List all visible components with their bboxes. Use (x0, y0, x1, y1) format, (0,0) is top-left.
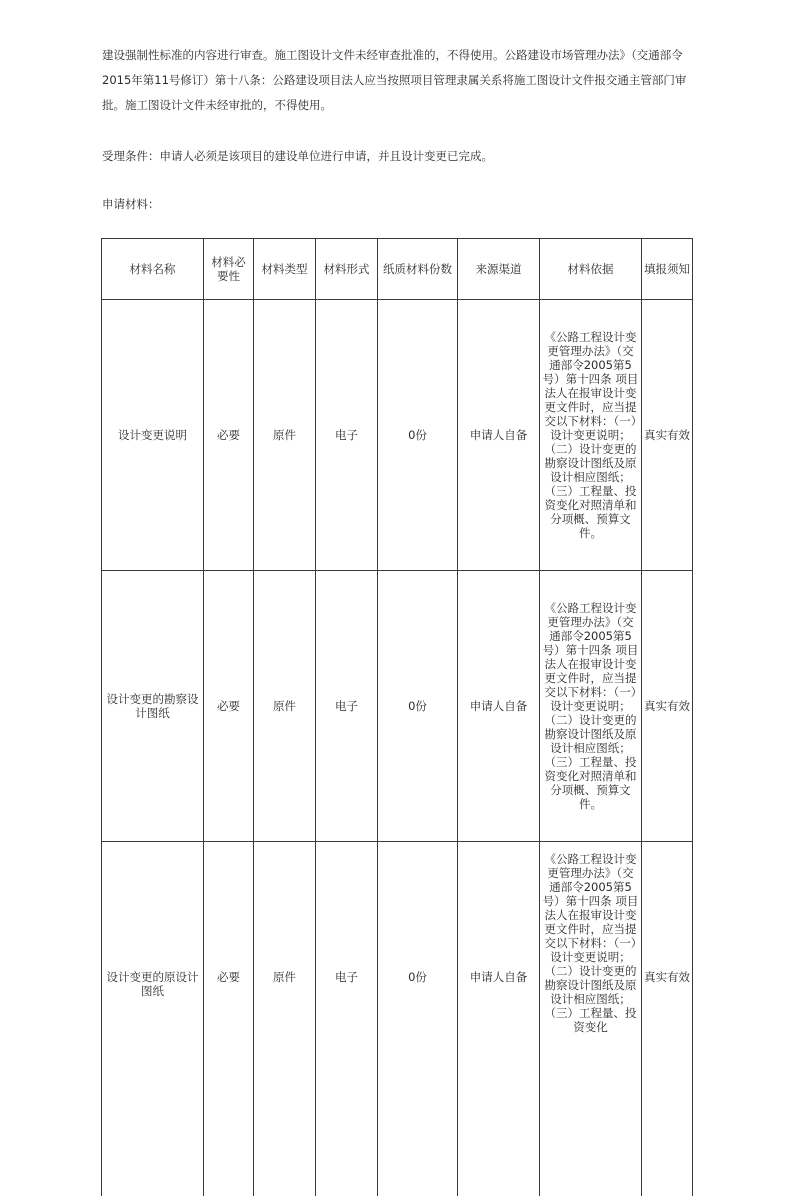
cell-material-name: 设计变更说明 (102, 300, 204, 571)
cell-basis: 《公路工程设计变更管理办法》（交通部令2005第5号）第十四条 项目法人在报审设计变更文件时，应当提交以下材料：（一）设计变更说明；（二）设计变更的勘察设计图纸及原设计相应图纸；（三）工程量、投资变化 (540, 842, 642, 1196)
cell-source: 申请人自备 (458, 300, 540, 571)
cell-source: 申请人自备 (458, 571, 540, 842)
header-basis: 材料依据 (540, 239, 642, 300)
intro-paragraph: 建设强制性标准的内容进行审查。施工图设计文件未经审查批准的，不得使用。公路建设市场管理办法》（交通部令2015年第11号修订）第十八条：公路建设项目法人应当按照项目管理隶属关系将施工图设计文件报交通主管部门审批。施工图设计文件未经审批的，不得使用。 (102, 43, 702, 118)
cell-necessity: 必要 (204, 842, 254, 1196)
table-row (102, 571, 693, 842)
cell-paper-copies: 0份 (378, 300, 458, 571)
cell-material-name: 设计变更的原设计图纸 (102, 842, 204, 1196)
cell-material-type: 原件 (254, 300, 316, 571)
cell-material-form: 电子 (316, 300, 378, 571)
header-material-name: 材料名称 (102, 239, 204, 300)
cell-material-name: 设计变更的勘察设计图纸 (102, 571, 204, 842)
table-header-row (102, 239, 693, 300)
cell-basis: 《公路工程设计变更管理办法》（交通部令2005第5号）第十四条 项目法人在报审设计变更文件时，应当提交以下材料：（一）设计变更说明；（二）设计变更的勘察设计图纸及原设计相应图纸；（三）工程量、投资变化对照清单和分项概、预算文件。 (540, 300, 642, 571)
header-necessity: 材料必要性 (204, 239, 254, 300)
cell-notes: 真实有效 (642, 571, 693, 842)
cell-basis: 《公路工程设计变更管理办法》（交通部令2005第5号）第十四条 项目法人在报审设计变更文件时，应当提交以下材料：（一）设计变更说明；（二）设计变更的勘察设计图纸及原设计相应图纸；（三）工程量、投资变化对照清单和分项概、预算文件。 (540, 571, 642, 842)
header-material-form: 材料形式 (316, 239, 378, 300)
cell-material-form: 电子 (316, 842, 378, 1196)
cell-necessity: 必要 (204, 300, 254, 571)
header-paper-copies: 纸质材料份数 (378, 239, 458, 300)
table-row (102, 842, 693, 1196)
cell-notes: 真实有效 (642, 300, 693, 571)
cell-paper-copies: 0份 (378, 842, 458, 1196)
cell-notes: 真实有效 (642, 842, 693, 1196)
materials-label: 申请材料： (102, 192, 702, 217)
cell-paper-copies: 0份 (378, 571, 458, 842)
cell-source: 申请人自备 (458, 842, 540, 1196)
materials-table (101, 238, 693, 1196)
cell-material-type: 原件 (254, 571, 316, 842)
table-row (102, 300, 693, 571)
conditions-paragraph: 受理条件：申请人必须是该项目的建设单位进行申请，并且设计变更已完成。 (102, 144, 702, 169)
header-source: 来源渠道 (458, 239, 540, 300)
cell-material-form: 电子 (316, 571, 378, 842)
cell-necessity: 必要 (204, 571, 254, 842)
cell-material-type: 原件 (254, 842, 316, 1196)
header-material-type: 材料类型 (254, 239, 316, 300)
header-notes: 填报须知 (642, 239, 693, 300)
